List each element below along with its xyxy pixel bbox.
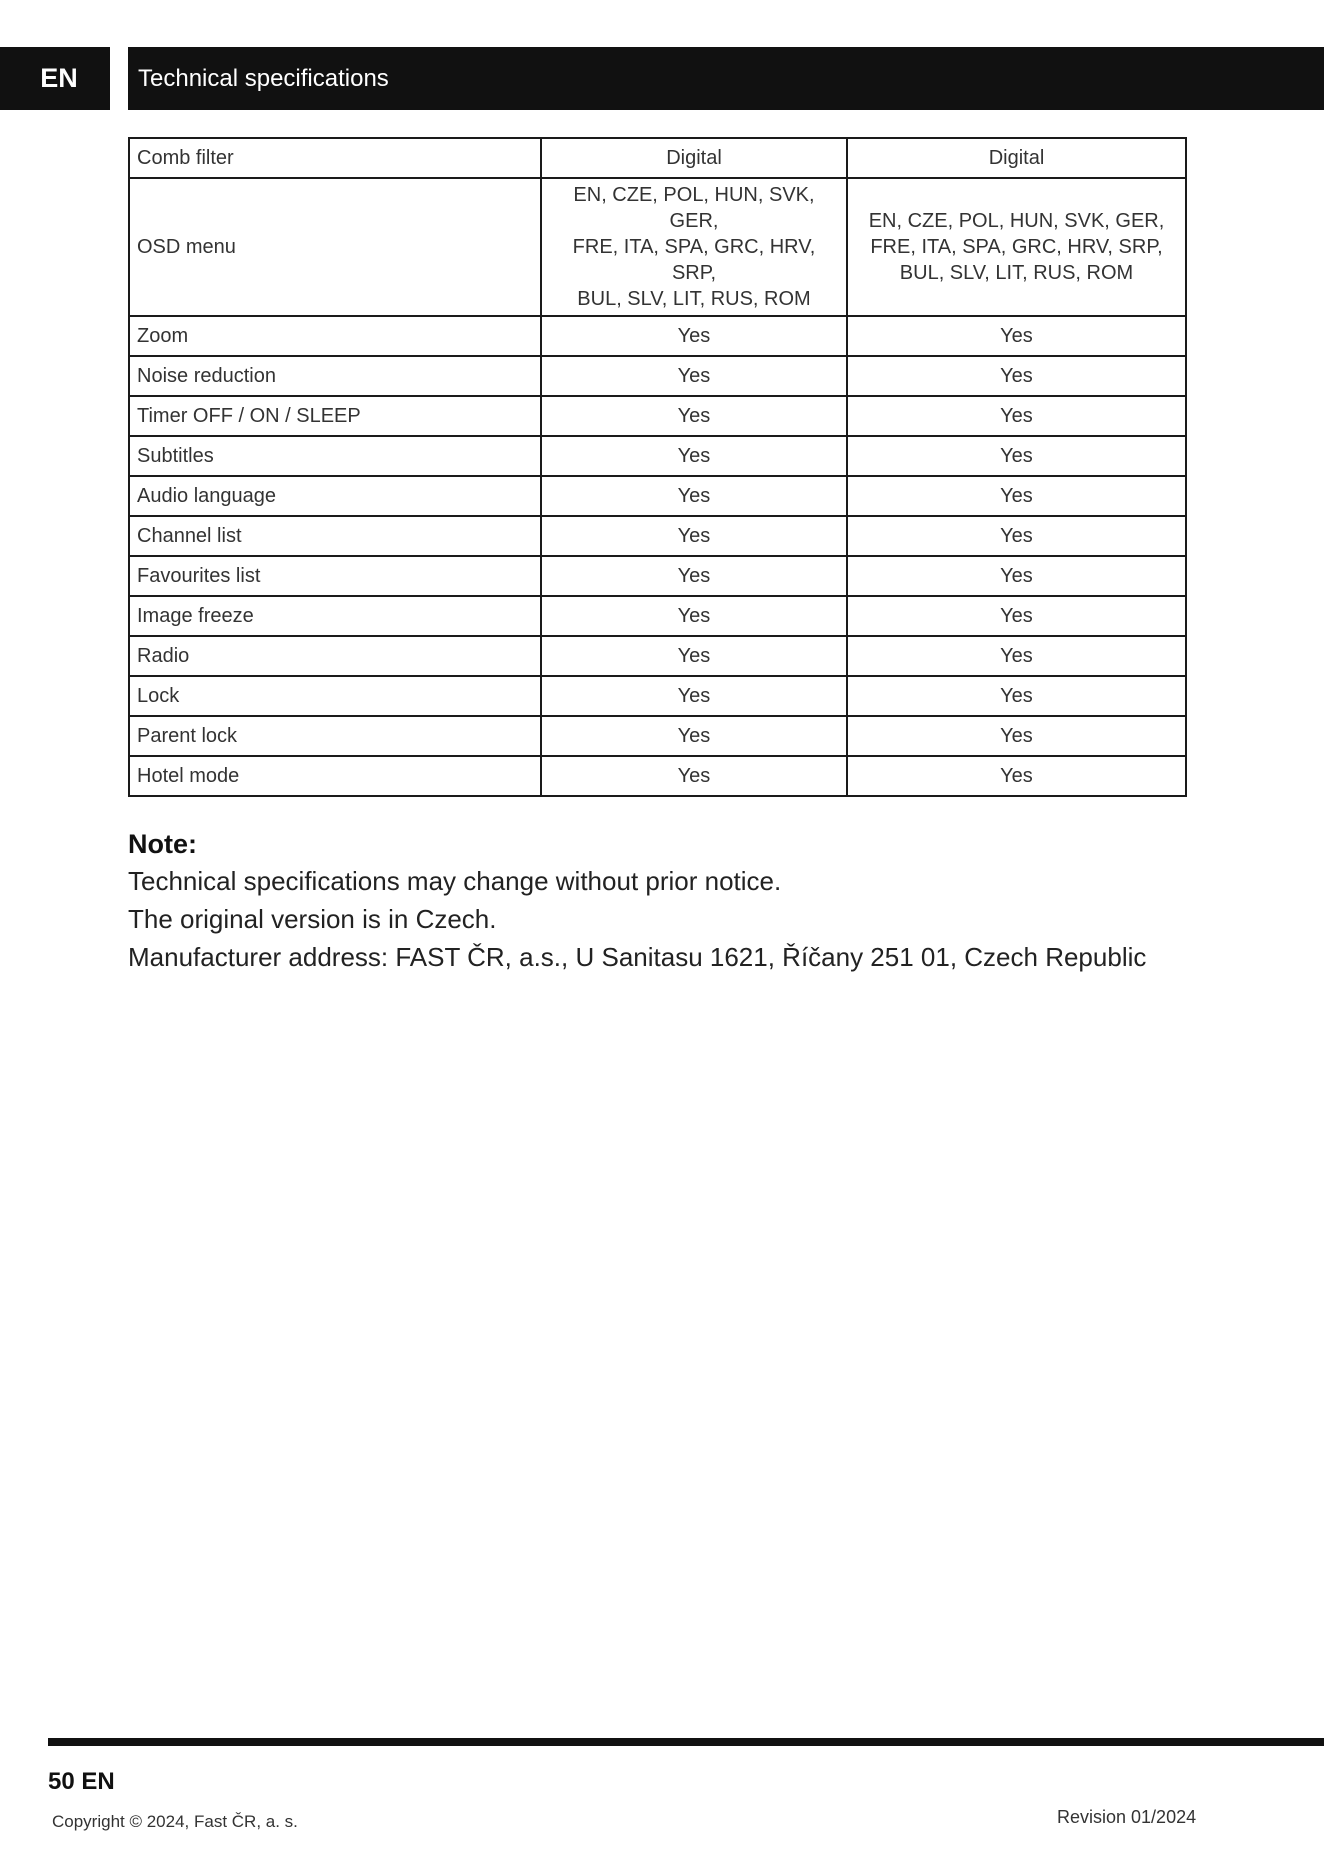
spec-value: Yes — [541, 756, 847, 796]
spec-label: Lock — [129, 676, 541, 716]
spec-value: Yes — [541, 716, 847, 756]
spec-value: Yes — [541, 476, 847, 516]
note-line: Manufacturer address: FAST ČR, a.s., U Sanitasu 1621, Říčany 251 01, Czech Republic — [128, 942, 1147, 972]
section-title-bar — [128, 47, 1324, 110]
spec-value: Digital — [847, 138, 1186, 178]
spec-label: Zoom — [129, 316, 541, 356]
table-row — [129, 476, 1186, 516]
table-row — [129, 636, 1186, 676]
table-row — [129, 676, 1186, 716]
note-line: Technical specifications may change without prior notice. — [128, 866, 782, 896]
spec-label: Audio language — [129, 476, 541, 516]
spec-value: Yes — [541, 596, 847, 636]
table-row — [129, 356, 1186, 396]
table-row — [129, 316, 1186, 356]
spec-label: Comb filter — [129, 138, 541, 178]
spec-table — [128, 137, 1187, 797]
spec-value: Yes — [847, 436, 1186, 476]
spec-value: Yes — [847, 356, 1186, 396]
spec-value: Yes — [541, 396, 847, 436]
table-row — [129, 556, 1186, 596]
table-row — [129, 756, 1186, 796]
table-row — [129, 138, 1186, 178]
spec-value: Yes — [541, 356, 847, 396]
language-tab: EN — [0, 47, 110, 110]
page-number: 50 EN — [48, 1768, 115, 1795]
spec-value: EN, CZE, POL, HUN, SVK, GER, FRE, ITA, SPA, GRC, HRV, SRP, BUL, SLV, LIT, RUS, ROM — [541, 178, 847, 316]
spec-value: Yes — [541, 516, 847, 556]
spec-value: Yes — [541, 436, 847, 476]
table-row — [129, 436, 1186, 476]
spec-value: Yes — [847, 716, 1186, 756]
spec-value: Yes — [847, 316, 1186, 356]
spec-label: Hotel mode — [129, 756, 541, 796]
table-row — [129, 178, 1186, 316]
spec-value: Yes — [847, 756, 1186, 796]
revision-text: Revision 01/2024 — [1057, 1807, 1197, 1827]
spec-value: Yes — [847, 596, 1186, 636]
spec-label: Noise reduction — [129, 356, 541, 396]
spec-value: Yes — [541, 316, 847, 356]
spec-value: Yes — [847, 556, 1186, 596]
table-row — [129, 596, 1186, 636]
table-row — [129, 716, 1186, 756]
spec-label: Radio — [129, 636, 541, 676]
table-row — [129, 516, 1186, 556]
spec-label: Image freeze — [129, 596, 541, 636]
spec-value: Yes — [541, 556, 847, 596]
spec-label: Channel list — [129, 516, 541, 556]
table-row — [129, 396, 1186, 436]
note-block — [128, 826, 1228, 976]
note-line: The original version is in Czech. — [128, 904, 497, 934]
spec-value: Yes — [541, 636, 847, 676]
spec-value: Yes — [541, 676, 847, 716]
copyright-text: Copyright © 2024, Fast ČR, a. s. — [52, 1812, 298, 1831]
spec-value: EN, CZE, POL, HUN, SVK, GER, FRE, ITA, SPA, GRC, HRV, SRP, BUL, SLV, LIT, RUS, ROM — [847, 178, 1186, 316]
spec-value: Yes — [847, 396, 1186, 436]
spec-label: Favourites list — [129, 556, 541, 596]
spec-label: Parent lock — [129, 716, 541, 756]
spec-label: OSD menu — [129, 178, 541, 316]
spec-value: Digital — [541, 138, 847, 178]
spec-value: Yes — [847, 636, 1186, 676]
spec-value: Yes — [847, 476, 1186, 516]
note-title: Note: — [128, 829, 197, 859]
footer-divider — [48, 1738, 1324, 1746]
spec-label: Timer OFF / ON / SLEEP — [129, 396, 541, 436]
spec-value: Yes — [847, 516, 1186, 556]
section-title: Technical specifications — [138, 64, 389, 92]
spec-value: Yes — [847, 676, 1186, 716]
spec-label: Subtitles — [129, 436, 541, 476]
